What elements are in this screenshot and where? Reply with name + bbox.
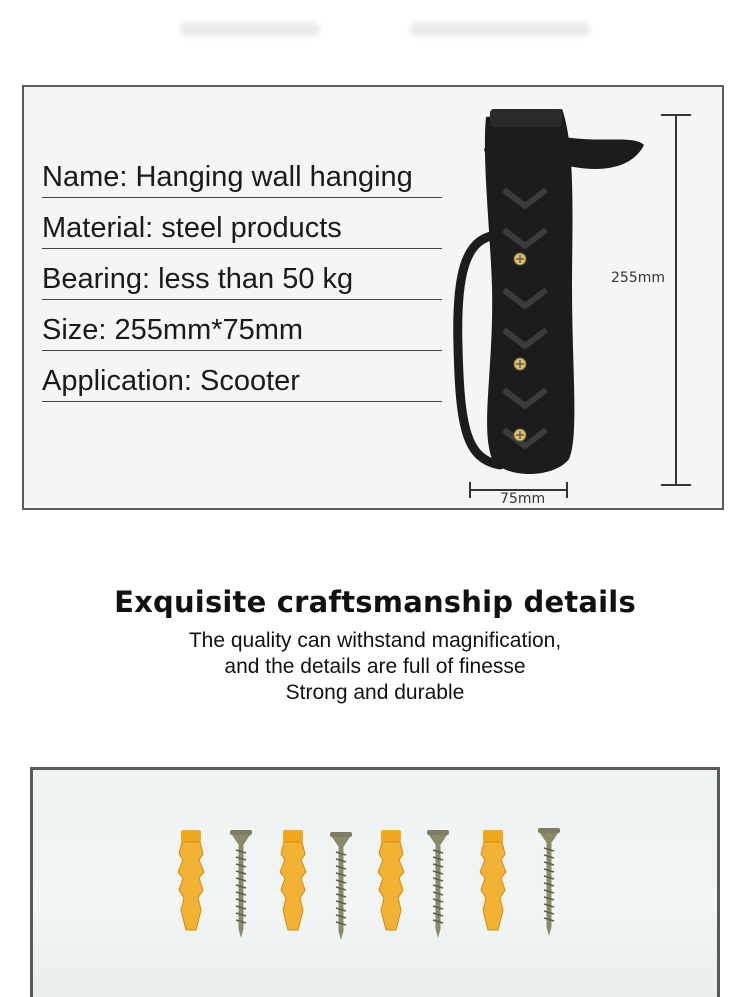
spec-panel xyxy=(22,85,724,510)
craftsmanship-line-3: Strong and durable xyxy=(285,681,465,704)
wall-hook-image xyxy=(24,87,722,508)
screw-1 xyxy=(230,830,252,938)
craftsmanship-line-2: and the details are full of finesse xyxy=(224,655,526,678)
anchors-and-screws xyxy=(33,770,717,997)
spec-application: Application: Scooter xyxy=(42,364,442,402)
screw-4 xyxy=(538,828,560,936)
craftsmanship-line-1: The quality can withstand magnification, xyxy=(188,629,562,652)
height-dimension xyxy=(661,115,691,485)
wall-anchor-2 xyxy=(280,830,306,930)
width-label: 75mm xyxy=(500,491,546,507)
height-label: 255mm xyxy=(611,270,665,286)
spec-name: Name: Hanging wall hanging xyxy=(42,160,442,198)
wall-anchor-1 xyxy=(178,830,204,930)
screw-3 xyxy=(427,830,449,938)
craftsmanship-title: Exquisite craftsmanship details xyxy=(114,585,636,619)
blurred-header xyxy=(0,10,750,50)
spec-size: Size: 255mm*75mm xyxy=(42,313,442,351)
spec-material: Material: steel products xyxy=(42,211,442,249)
wall-anchor-4 xyxy=(480,830,506,930)
hardware-photo xyxy=(30,767,720,997)
screw-2 xyxy=(330,832,352,940)
wall-anchor-3 xyxy=(378,830,404,930)
spec-bearing: Bearing: less than 50 kg xyxy=(42,262,442,300)
rack-top-cap xyxy=(490,109,562,127)
